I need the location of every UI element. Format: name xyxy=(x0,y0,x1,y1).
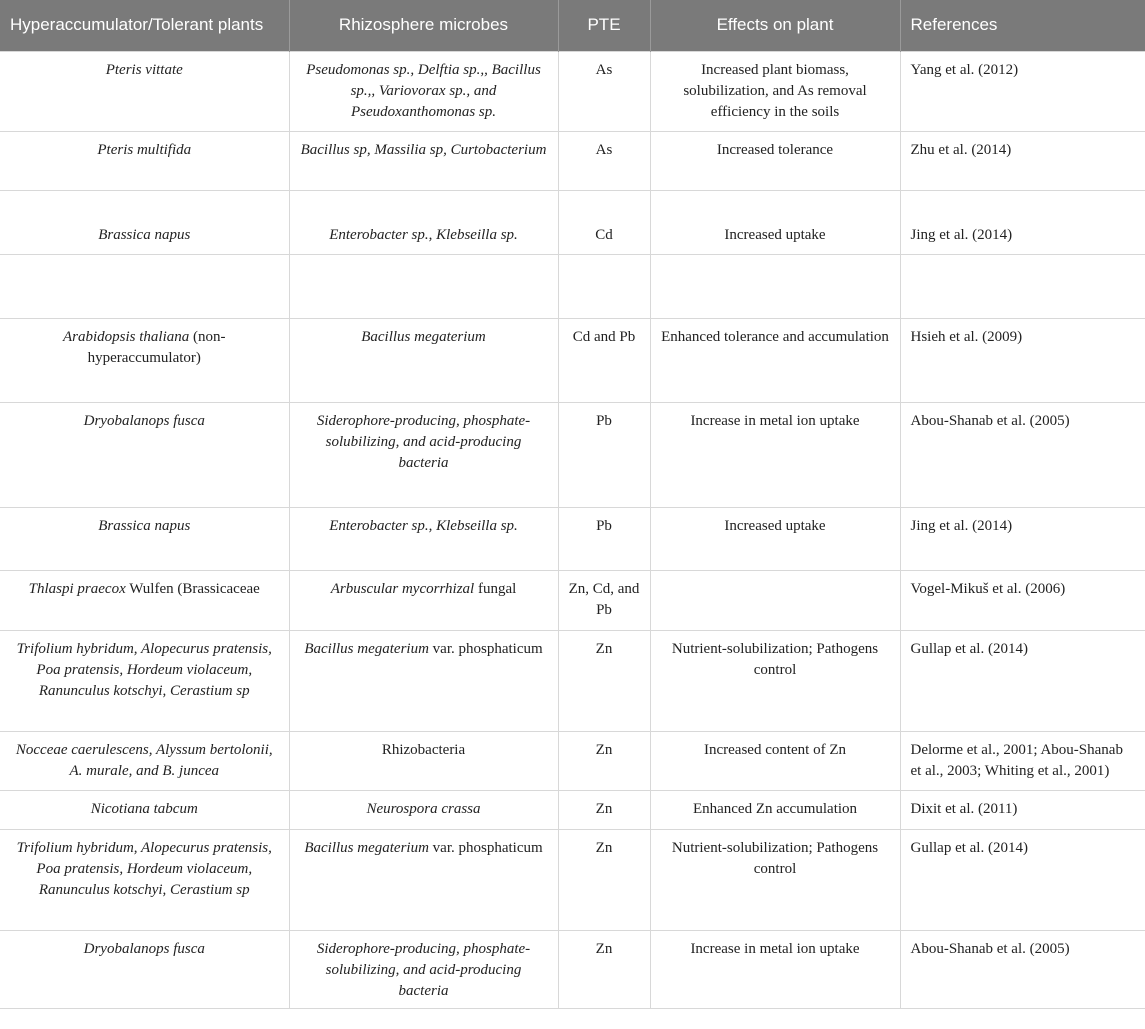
cell-pte: Cd xyxy=(558,190,650,254)
cell-microbes xyxy=(289,507,558,570)
cell-microbes-text: Bacillus megaterium xyxy=(304,640,429,657)
cell-plant xyxy=(0,318,289,402)
cell-pte: Pb xyxy=(558,507,650,570)
table-row xyxy=(0,254,1145,318)
cell-effects: Increased uptake xyxy=(650,190,900,254)
cell-plant-text: Wulfen (Brassicaceae xyxy=(125,580,260,597)
cell-effects: Nutrient-solubilization; Pathogens control xyxy=(650,829,900,930)
cell-microbes xyxy=(289,731,558,790)
cell-microbes-text: var. phosphaticum xyxy=(428,839,543,856)
cell-plant xyxy=(0,51,289,131)
table-row xyxy=(0,790,1145,829)
cell-microbes xyxy=(289,570,558,630)
table-row xyxy=(0,402,1145,507)
cell-plant-text: Brassica napus xyxy=(98,226,191,243)
cell-microbes-text: fungal xyxy=(474,580,517,597)
cell-reference: Dixit et al. (2011) xyxy=(900,790,1145,829)
table-row xyxy=(0,630,1145,731)
cell-plant xyxy=(0,402,289,507)
header-plants: Hyperaccumulator/Tolerant plants xyxy=(0,0,289,51)
header-row xyxy=(0,0,1145,51)
cell-effects: Increase in metal ion uptake xyxy=(650,402,900,507)
cell-effects: Increase in metal ion uptake xyxy=(650,930,900,1008)
cell-reference: Jing et al. (2014) xyxy=(900,190,1145,254)
table-row xyxy=(0,131,1145,190)
cell-microbes-text: Bacillus sp, Massilia sp, Curtobacterium xyxy=(300,141,547,158)
cell-reference: Yang et al. (2012) xyxy=(900,51,1145,131)
table-row xyxy=(0,930,1145,1008)
cell-microbes xyxy=(289,790,558,829)
header-effects: Effects on plant xyxy=(650,0,900,51)
cell-microbes xyxy=(289,402,558,507)
cell-reference: Abou-Shanab et al. (2005) xyxy=(900,402,1145,507)
cell-plant xyxy=(0,829,289,930)
cell-pte: Zn xyxy=(558,829,650,930)
cell-microbes xyxy=(289,190,558,254)
cell-pte: Zn xyxy=(558,731,650,790)
table-row xyxy=(0,318,1145,402)
cell-pte: As xyxy=(558,131,650,190)
cell-plant-text: Arabidopsis thaliana xyxy=(62,328,190,345)
header-pte: PTE xyxy=(558,0,650,51)
cell-effects: Increased plant biomass, solubilization, and As removal efficiency in the soils xyxy=(650,51,900,131)
cell-plant xyxy=(0,570,289,630)
cell-reference xyxy=(900,254,1145,318)
cell-effects: Nutrient-solubilization; Pathogens control xyxy=(650,630,900,731)
cell-reference: Hsieh et al. (2009) xyxy=(900,318,1145,402)
cell-pte: Zn, Cd, and Pb xyxy=(558,570,650,630)
cell-reference: Gullap et al. (2014) xyxy=(900,630,1145,731)
cell-plant xyxy=(0,790,289,829)
table-row xyxy=(0,190,1145,254)
cell-microbes xyxy=(289,318,558,402)
cell-microbes xyxy=(289,930,558,1008)
cell-plant-text: (non-hyperaccumulator) xyxy=(87,328,226,366)
cell-microbes-text: var. phosphaticum xyxy=(428,640,543,657)
cell-plant-text: Dryobalanops fusca xyxy=(83,412,205,429)
cell-microbes-text: Siderophore-producing, phosphate-solubilizing, and acid-producing bacteria xyxy=(316,940,531,999)
cell-plant xyxy=(0,731,289,790)
cell-pte: Zn xyxy=(558,630,650,731)
cell-microbes-text: Enterobacter sp., Klebseilla sp. xyxy=(329,226,518,243)
cell-microbes xyxy=(289,254,558,318)
cell-reference: Zhu et al. (2014) xyxy=(900,131,1145,190)
cell-microbes xyxy=(289,630,558,731)
cell-microbes-text: Arbuscular mycorrhizal xyxy=(330,580,475,597)
cell-pte: Cd and Pb xyxy=(558,318,650,402)
cell-plant-text: Trifolium hybridum, Alopecurus pratensis, Poa pratensis, Hordeum violaceum, Ranunculus kotschyi, Cerastium sp xyxy=(16,839,272,898)
table-row xyxy=(0,51,1145,131)
cell-microbes-text: Rhizobacteria xyxy=(381,741,466,758)
cell-effects: Increased tolerance xyxy=(650,131,900,190)
cell-microbes-text: Siderophore-producing, phosphate-solubilizing, and acid-producing bacteria xyxy=(316,412,531,471)
cell-effects: Enhanced tolerance and accumulation xyxy=(650,318,900,402)
cell-plant xyxy=(0,930,289,1008)
cell-plant-text: Thlaspi praecox xyxy=(28,580,126,597)
cell-reference: Vogel-Mikuš et al. (2006) xyxy=(900,570,1145,630)
cell-effects: Increased content of Zn xyxy=(650,731,900,790)
cell-effects xyxy=(650,254,900,318)
header-references: References xyxy=(900,0,1145,51)
cell-reference: Delorme et al., 2001; Abou-Shanab et al., 2003; Whiting et al., 2001) xyxy=(900,731,1145,790)
cell-pte: Zn xyxy=(558,930,650,1008)
cell-microbes-text: Bacillus megaterium xyxy=(361,328,486,345)
cell-microbes xyxy=(289,51,558,131)
cell-microbes-text: Enterobacter sp., Klebseilla sp. xyxy=(329,517,518,534)
cell-plant-text: Pteris vittate xyxy=(105,61,183,78)
cell-plant xyxy=(0,131,289,190)
cell-microbes xyxy=(289,131,558,190)
cell-plant xyxy=(0,190,289,254)
cell-microbes-text: Neurospora crassa xyxy=(366,800,481,817)
cell-plant-text: Trifolium hybridum, Alopecurus pratensis, Poa pratensis, Hordeum violaceum, Ranunculus kotschyi, Cerastium sp xyxy=(16,640,272,699)
cell-effects xyxy=(650,570,900,630)
cell-plant-text: Pteris multifida xyxy=(97,141,192,158)
cell-effects: Increased uptake xyxy=(650,507,900,570)
cell-pte: Zn xyxy=(558,790,650,829)
cell-reference: Gullap et al. (2014) xyxy=(900,829,1145,930)
cell-reference: Abou-Shanab et al. (2005) xyxy=(900,930,1145,1008)
cell-pte xyxy=(558,254,650,318)
cell-pte: Pb xyxy=(558,402,650,507)
cell-microbes-text: Bacillus megaterium xyxy=(304,839,429,856)
cell-pte: As xyxy=(558,51,650,131)
cell-plant xyxy=(0,630,289,731)
table-row xyxy=(0,570,1145,630)
header-microbes: Rhizosphere microbes xyxy=(289,0,558,51)
cell-effects: Enhanced Zn accumulation xyxy=(650,790,900,829)
cell-plant-text: Dryobalanops fusca xyxy=(83,940,205,957)
cell-microbes xyxy=(289,829,558,930)
cell-plant xyxy=(0,507,289,570)
table-body xyxy=(0,51,1145,1008)
cell-plant-text: Brassica napus xyxy=(98,517,191,534)
table-row xyxy=(0,731,1145,790)
cell-microbes-text: Pseudomonas sp., Delftia sp.,, Bacillus sp.,, Variovorax sp., and Pseudoxanthomonas sp. xyxy=(306,61,541,120)
table-row xyxy=(0,829,1145,930)
cell-plant-text: Nocceae caerulescens, Alyssum bertolonii, A. murale, and B. juncea xyxy=(15,741,273,779)
cell-plant xyxy=(0,254,289,318)
cell-reference: Jing et al. (2014) xyxy=(900,507,1145,570)
cell-plant-text: Nicotiana tabcum xyxy=(90,800,198,817)
table-row xyxy=(0,507,1145,570)
